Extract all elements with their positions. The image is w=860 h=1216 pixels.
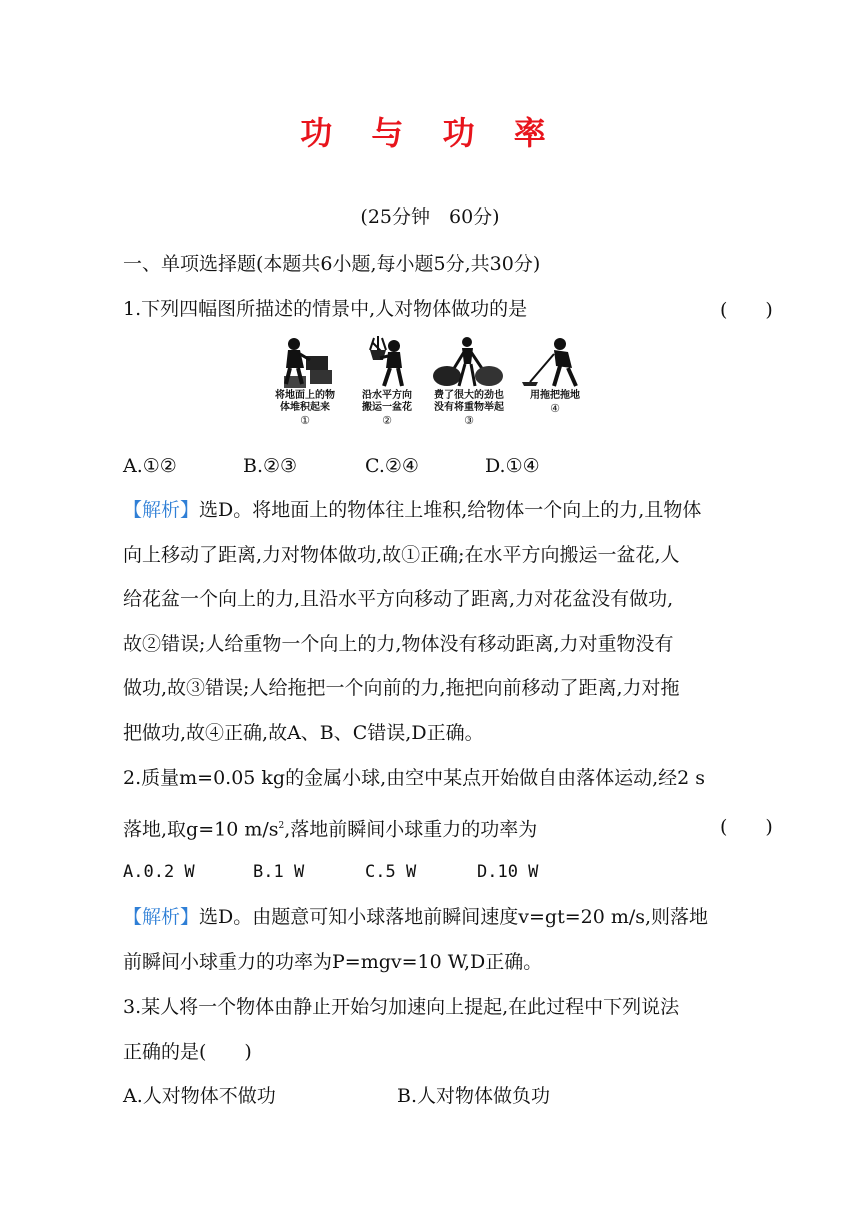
- analysis-text: 选D。将地面上的物体往上堆积,给物体一个向上的力,且物体: [199, 499, 702, 521]
- q1-analysis-line-5: 做功,故③错误;人给拖把一个向前的力,拖把向前移动了距离,力对拖: [123, 677, 680, 699]
- stacking-boxes-illustration: [270, 336, 340, 390]
- lifting-heavy-object-illustration: [429, 336, 509, 390]
- page-title: 功 与 功 率: [300, 114, 560, 152]
- q2-options: [123, 858, 743, 886]
- q2-stem-line-1: 2.质量m=0.05 kg的金属小球,由空中某点开始做自由落体运动,经2 s: [123, 767, 706, 789]
- time-score-note: (25分钟 60分): [360, 206, 500, 228]
- q3-option-a: A.人对物体不做功: [123, 1085, 276, 1107]
- q2-superscript: 2: [278, 821, 285, 831]
- q2-stem-line-2: [123, 812, 537, 843]
- figure-panel-2: [346, 336, 428, 434]
- q1-answer-paren: ( ): [720, 299, 773, 321]
- q2-option-c: C.5 W: [365, 862, 417, 882]
- q2-analysis-line-2: 前瞬间小球重力的功率为P=mgv=10 W,D正确。: [123, 950, 543, 973]
- q1-analysis-line-4: 故②错误;人给重物一个向上的力,物体没有移动距离,力对重物没有: [123, 632, 674, 655]
- figure-number-3: ③: [464, 414, 474, 427]
- q1-option-d: D.①④: [485, 455, 540, 477]
- q3-stem-line-2: 正确的是( ): [123, 1040, 252, 1063]
- q1-analysis-line-1: [123, 488, 743, 533]
- q1-options: [123, 452, 743, 480]
- figure-caption-2b: 搬运一盆花: [362, 402, 412, 413]
- figure-panel-1: [264, 336, 346, 434]
- q2-stem-text-end: ,落地前瞬间小球重力的功率为: [284, 818, 538, 841]
- q1-analysis-line-2: 向上移动了距离,力对物体做功,故①正确;在水平方向搬运一盆花,人: [123, 543, 680, 566]
- q2-stem-text: 落地,取g=10 m/s: [123, 818, 279, 841]
- q3-stem: [123, 985, 743, 1074]
- q2-analysis: [123, 895, 743, 984]
- analysis-tag: 【解析】: [123, 906, 200, 928]
- q3-option-b: B.人对物体做负功: [397, 1085, 551, 1107]
- analysis-tag: 【解析】: [123, 499, 200, 521]
- q2-answer-paren: ( ): [720, 816, 773, 838]
- q3-stem-line-1: 3.某人将一个物体由静止开始匀加速向上提起,在此过程中下列说法: [123, 996, 680, 1018]
- figure-caption-3a: 费了很大的劲也: [434, 390, 504, 401]
- section-heading: 一、单项选择题(本题共6小题,每小题5分,共30分): [123, 253, 541, 275]
- analysis-text: 选D。由题意可知小球落地前瞬间速度v=gt=20 m/s,则落地: [199, 906, 709, 928]
- q3-options: [123, 1082, 743, 1110]
- figure-caption-3b: 没有将重物举起: [434, 402, 504, 413]
- figure-number-1: ①: [300, 414, 310, 427]
- q2-analysis-line-1: [123, 895, 743, 940]
- figure-caption-1b: 体堆积起来: [280, 402, 330, 413]
- q1-stem: 1.下列四幅图所描述的情景中,人对物体做功的是: [123, 298, 528, 320]
- q1-option-a: A.①②: [123, 455, 177, 477]
- q1-analysis-line-3: 给花盆一个向上的力,且沿水平方向移动了距离,力对花盆没有做功,: [123, 588, 674, 610]
- q1-figure: [264, 336, 594, 434]
- figure-caption-1a: 将地面上的物: [275, 390, 335, 401]
- carrying-flowerpot-illustration: [352, 336, 422, 390]
- q1-option-c: C.②④: [365, 455, 419, 477]
- q2-option-b: B.1 W: [253, 862, 305, 882]
- figure-panel-3: [428, 336, 510, 434]
- q1-option-b: B.②③: [243, 455, 298, 477]
- figure-number-4: ④: [550, 402, 560, 415]
- mopping-floor-illustration: [520, 336, 590, 390]
- figure-number-2: ②: [382, 414, 392, 427]
- q1-analysis-line-6: 把做功,故④正确,故A、B、C错误,D正确。: [123, 721, 484, 744]
- q2-option-a: A.0.2 W: [123, 862, 195, 882]
- q2-option-d: D.10 W: [477, 862, 539, 882]
- q1-analysis: [123, 488, 743, 755]
- figure-panel-4: [514, 336, 596, 434]
- figure-caption-2a: 沿水平方向: [362, 390, 412, 401]
- figure-caption-4a: 用拖把拖地: [530, 390, 580, 401]
